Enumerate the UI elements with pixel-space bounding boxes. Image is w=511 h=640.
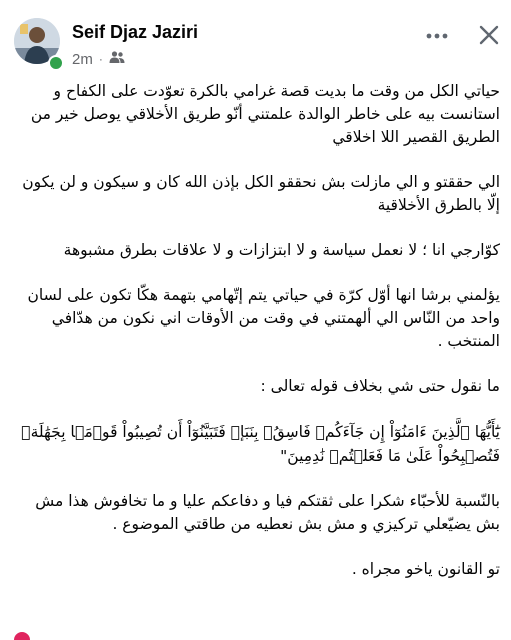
post-header: [0, 0, 511, 76]
post-timestamp[interactable]: 2m: [72, 50, 93, 68]
online-status-dot: [48, 55, 64, 71]
post-meta: [72, 50, 125, 68]
post-quran-verse: يَٰٓأَيُّهَا ٱلَّذِينَ ءَامَنُوٓاْ إِن جَآءَكُمۡ فَاسِقُۢ بِنَبَإٖ فَتَبَيَّنُوٓاْ أَن تُصِيبُواْ قَوۡمَۢا بِجَهَٰلَةٖ فَتُصۡبِحُواْ عَلَىٰ مَا فَعَلۡتُمۡ نَٰدِمِينَ": [21, 423, 500, 465]
post-paragraph-4: يؤلمني برشا انها أوّل كرّة في حياتي يتم إتّهامي بتهمة هكّا تكون على لسان واحد من النّاس الي ألهمتني في وقت من الأوقات اني نكون من هدّافي المنتخب .: [27, 286, 500, 350]
author-name[interactable]: Seif Djaz Jaziri: [72, 22, 199, 42]
post-paragraph-8: تو القانون ياخو مجراه .: [351, 560, 500, 578]
close-button[interactable]: [472, 18, 506, 52]
post-paragraph-7: بالنّسبة للأحبّاء شكرا على ثقتكم فيا و دفاعكم عليا و ما تخافوش هذا مش بش يضيّعلي تركيزي و مش بش نعطيه من طاقتي الموضوع .: [35, 492, 500, 533]
post-paragraph-1: حياتي الكل من وقت ما بديت قصة غرامي بالكرة تعوّدت على الكفاح و استانست بيه على خاطر الوالدة علمتني أنّو طريق الأخلاقي يوصل خير من الطريق القصير اللا اخلاقي: [30, 82, 500, 146]
friends-icon: [109, 50, 125, 68]
close-icon: [479, 25, 499, 45]
more-dots-icon: [426, 33, 448, 39]
post-paragraph-2: الي حققتو و الي مازلت بش نحققو الكل بإذن الله كان و سيكون و لن يكون إلّا بالطرق الأخلاقية: [22, 173, 500, 214]
reactions-strip: [0, 626, 511, 640]
post-body: [16, 80, 500, 603]
more-options-button[interactable]: [420, 22, 454, 50]
post-paragraph-3: كوّارجي انا ؛ لا نعمل سياسة و لا ابتزازات و لا علاقات بطرق مشبوهة: [63, 241, 500, 259]
post-paragraph-5: ما نقول حتى شي بخلاف قوله تعالى :: [260, 377, 500, 395]
reaction-icon[interactable]: [14, 632, 30, 640]
meta-separator: ·: [98, 52, 103, 66]
